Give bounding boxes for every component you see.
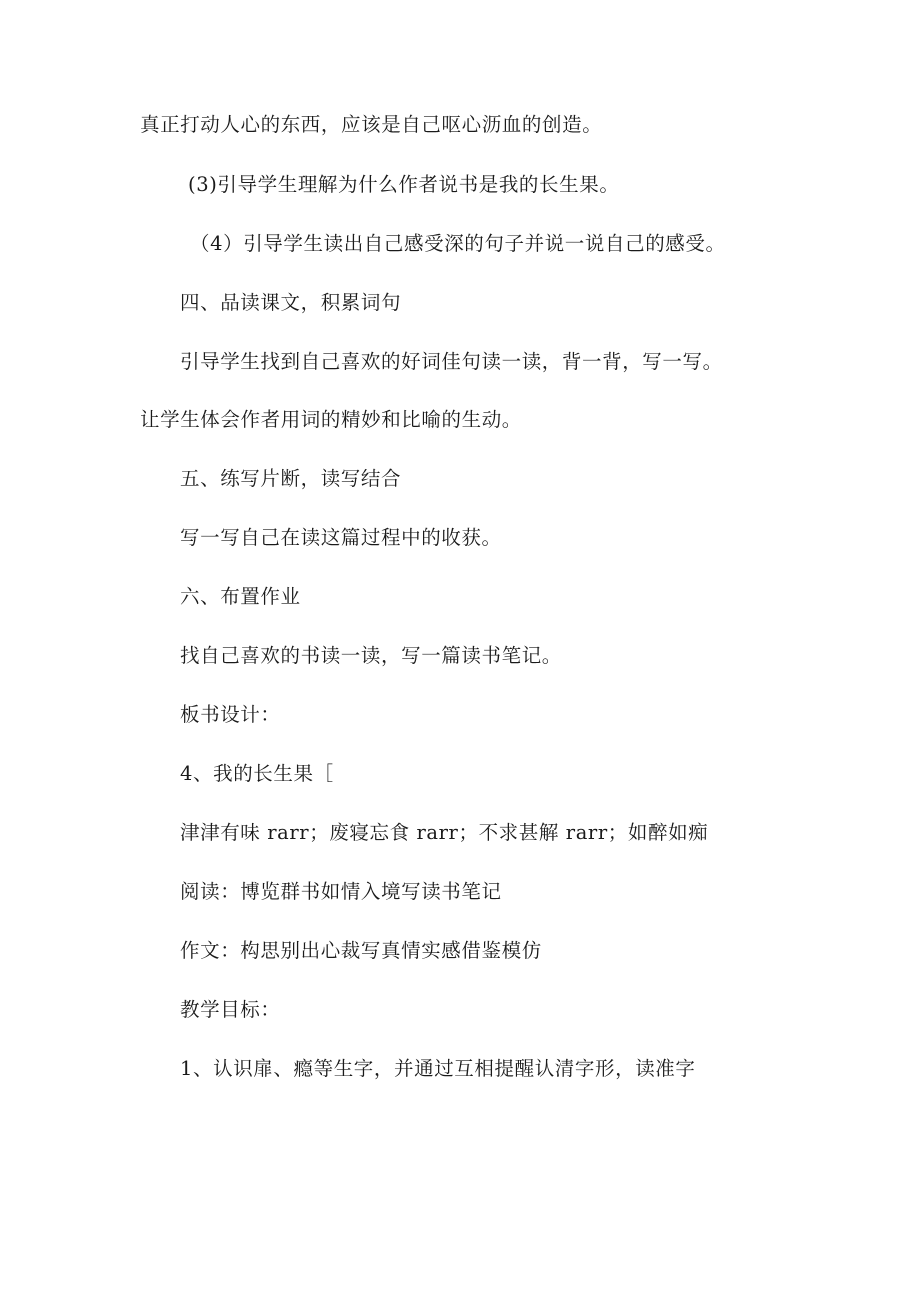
- paragraph-line: 1、认识扉、瘾等生字，并通过互相提醒认清字形，读准字: [180, 1057, 696, 1080]
- blackboard-line: 阅读：博览群书如情入境写读书笔记: [180, 880, 502, 903]
- section-heading: 五、练写片断，读写结合: [180, 467, 402, 490]
- blackboard-title: 4、我的长生果［: [180, 762, 334, 785]
- blackboard-line: 作文：构思别出心裁写真情实感借鉴模仿: [180, 939, 542, 962]
- paragraph-line: 引导学生找到自己喜欢的好词佳句读一读，背一背，写一写。: [180, 350, 723, 373]
- paragraph-line: （4）引导学生读出自己感受深的句子并说一说自己的感受。: [190, 232, 726, 255]
- paragraph-line: (3)引导学生理解为什么作者说书是我的长生果。: [188, 173, 620, 196]
- section-heading: 六、布置作业: [180, 585, 301, 608]
- section-heading: 板书设计：: [180, 703, 281, 726]
- paragraph-line: 让学生体会作者用词的精妙和比喻的生动。: [140, 408, 522, 431]
- section-heading: 四、品读课文，积累词句: [180, 291, 402, 314]
- section-heading: 教学目标：: [180, 998, 281, 1021]
- paragraph-line: 找自己喜欢的书读一读，写一篇读书笔记。: [180, 644, 562, 667]
- paragraph-line: 真正打动人心的东西，应该是自己呕心沥血的创造。: [140, 113, 603, 136]
- blackboard-line: 津津有味 rarr；废寝忘食 rarr；不求甚解 rarr；如醉如痴: [180, 821, 709, 844]
- paragraph-line: 写一写自己在读这篇过程中的收获。: [180, 526, 502, 549]
